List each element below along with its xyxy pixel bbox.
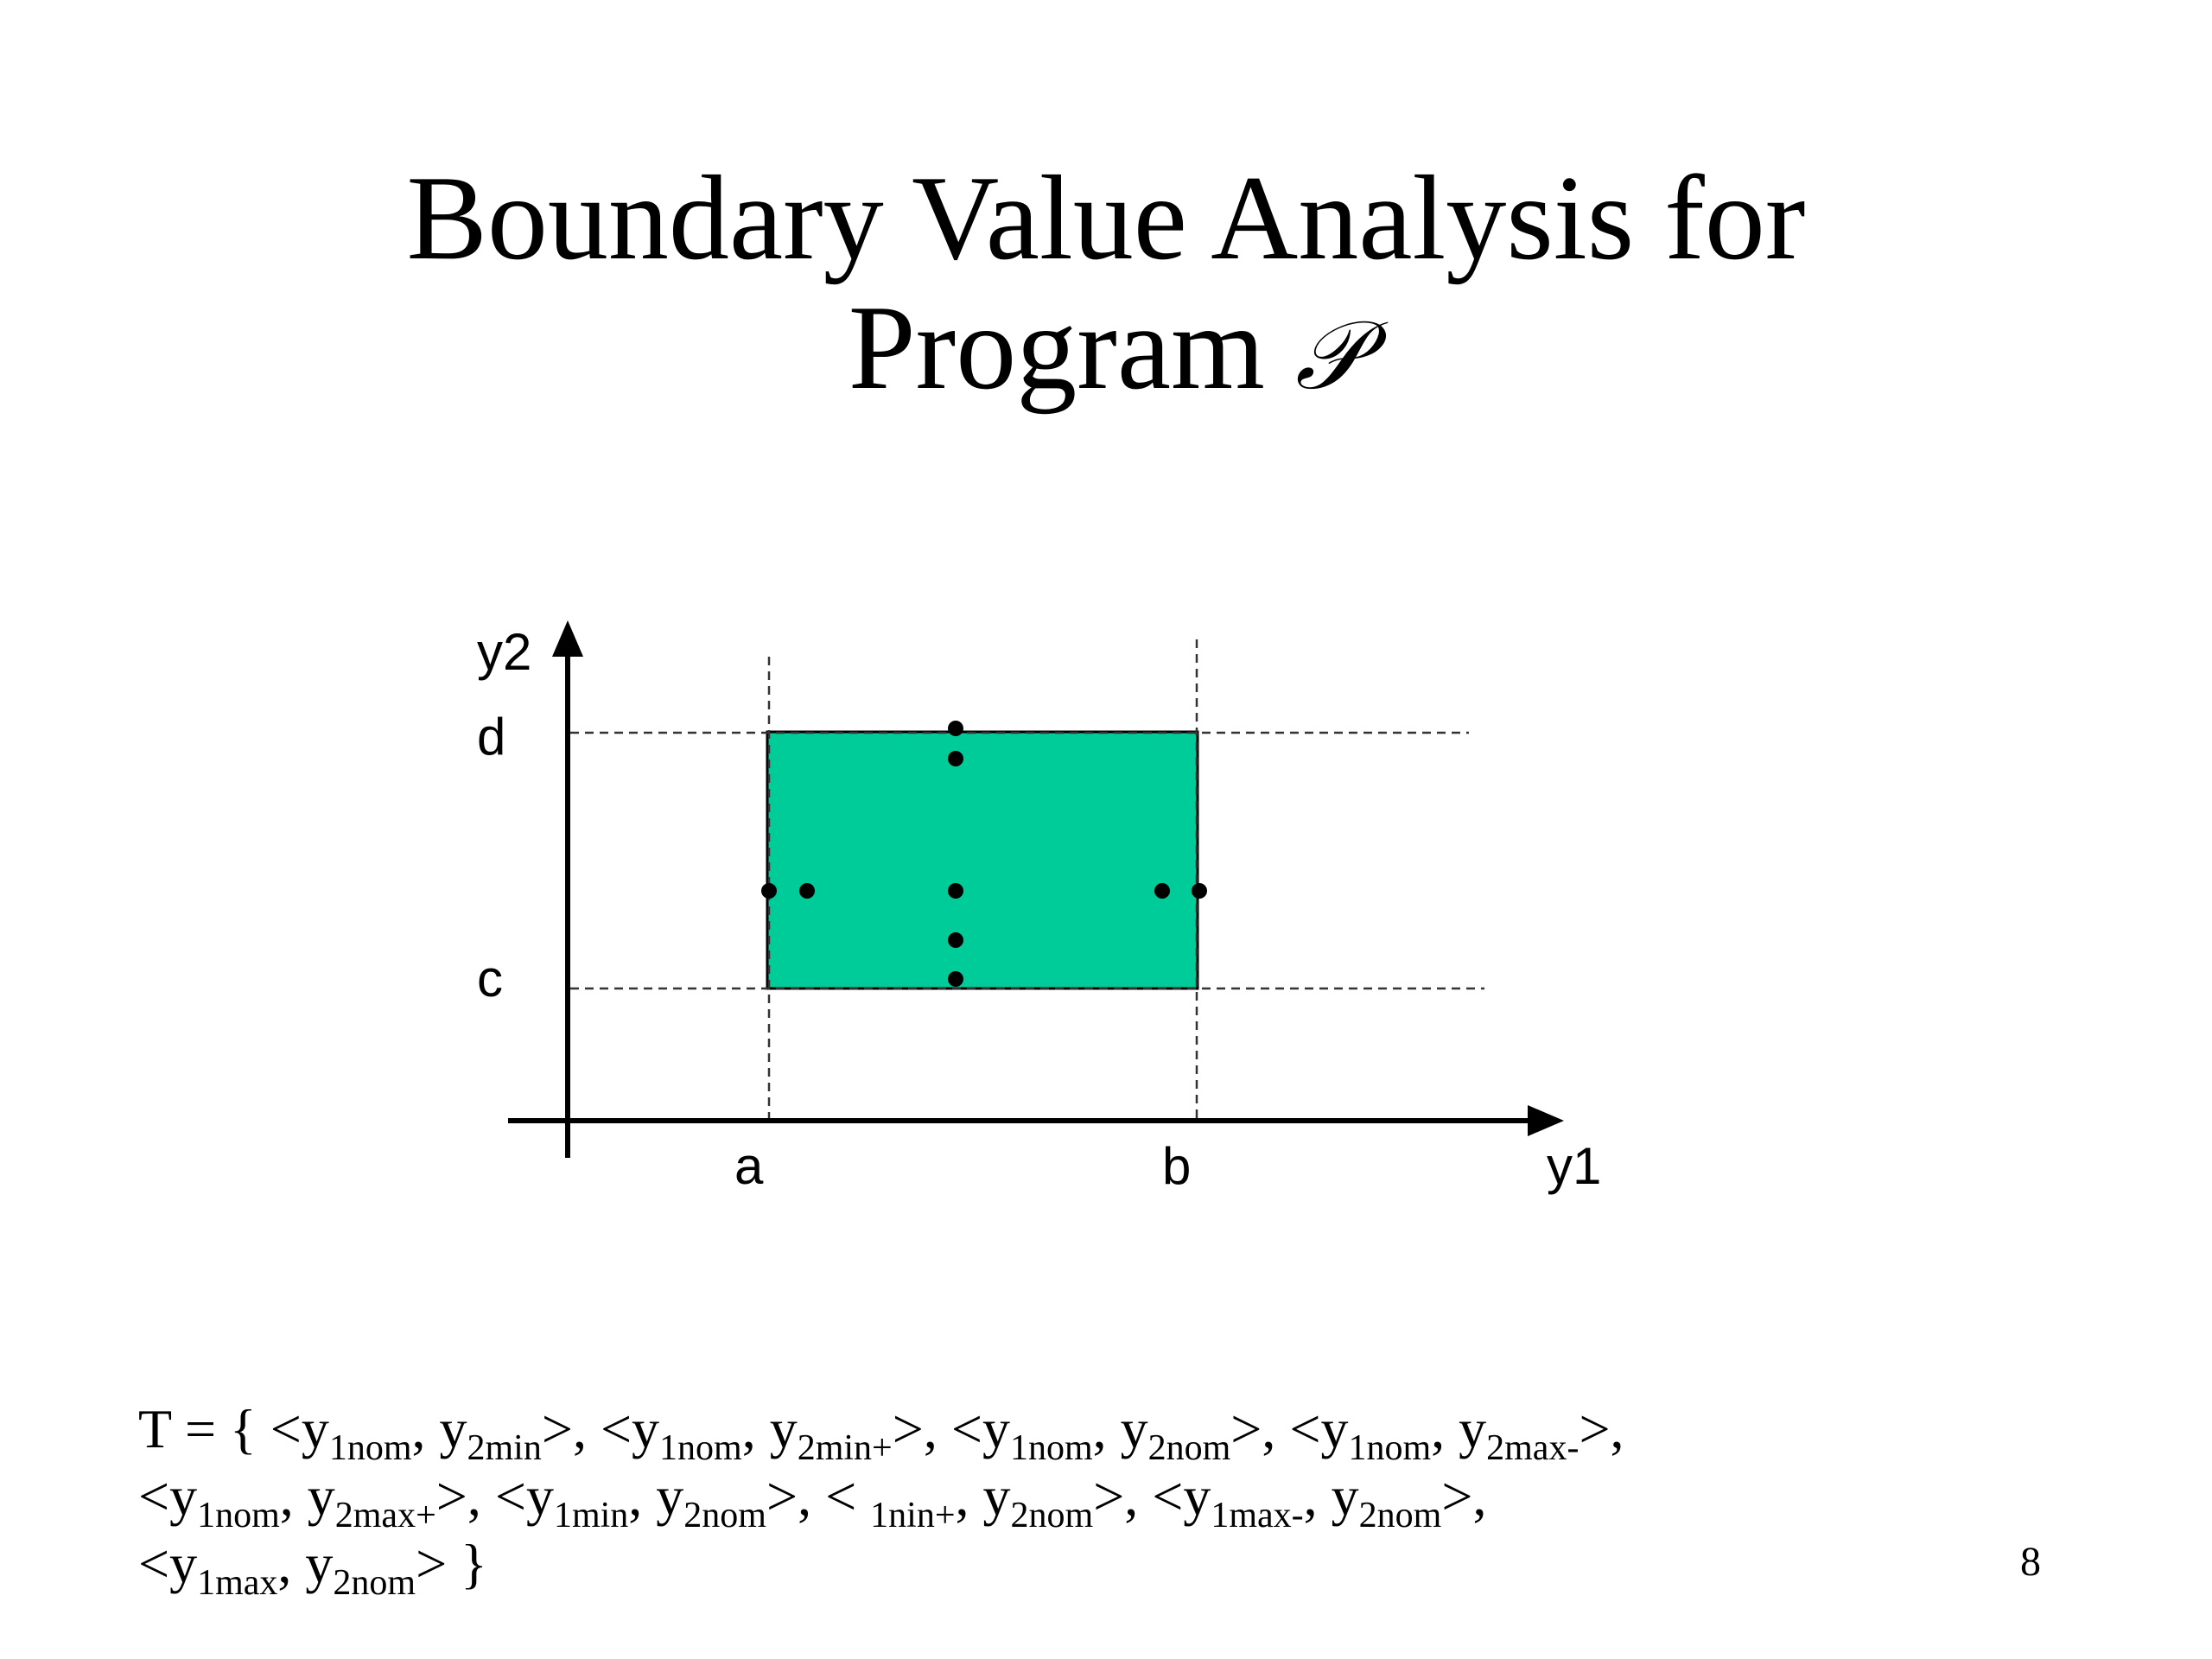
formula-tuple bbox=[825, 1465, 1153, 1535]
tuple-close: >, bbox=[1579, 1398, 1624, 1459]
test-set-formula bbox=[138, 1395, 1780, 1603]
tuple-sub: 2nom bbox=[1358, 1496, 1442, 1535]
tuple-sub: 2min bbox=[467, 1428, 542, 1468]
tuple-sub: 1max bbox=[197, 1563, 278, 1603]
tuple-var: y bbox=[525, 1465, 554, 1527]
tuple-sub: 1nom bbox=[328, 1428, 412, 1468]
formula-tuple bbox=[494, 1465, 826, 1535]
formula-suffix: } bbox=[461, 1533, 487, 1594]
tuple-open: < bbox=[270, 1398, 302, 1459]
tuple-open: < bbox=[825, 1465, 871, 1527]
formula-tuple bbox=[600, 1398, 951, 1468]
tuple-sub: 2nom bbox=[1010, 1496, 1094, 1535]
tuple-sep: , bbox=[1092, 1398, 1121, 1459]
tuple-var: y bbox=[169, 1465, 198, 1527]
tuple-close: >, bbox=[892, 1398, 951, 1459]
tuple-sub: 1max- bbox=[1211, 1496, 1304, 1535]
formula-tuple bbox=[270, 1398, 601, 1468]
tuple-var: y bbox=[982, 1465, 1011, 1527]
y1-axis-label: y1 bbox=[1547, 1137, 1602, 1195]
tuple-sub: 2nom bbox=[1147, 1428, 1231, 1468]
tuple-sub: 1nom bbox=[659, 1428, 742, 1468]
test-point bbox=[948, 932, 963, 948]
tuple-sep: , bbox=[955, 1465, 983, 1527]
tuple-var: y bbox=[1183, 1465, 1211, 1527]
tuple-close: >, bbox=[1230, 1398, 1290, 1459]
tuple-sep: , bbox=[741, 1398, 770, 1459]
tuple-close: >, bbox=[1441, 1465, 1487, 1527]
tuple-var: y bbox=[307, 1465, 335, 1527]
tuple-sub: 2max- bbox=[1486, 1428, 1580, 1468]
title-line-2: Program bbox=[848, 281, 1265, 415]
tuple-close: >, bbox=[541, 1398, 601, 1459]
test-point bbox=[761, 883, 777, 899]
tuple-sub: 1nom bbox=[1348, 1428, 1432, 1468]
tick-label-b: b bbox=[1162, 1137, 1192, 1195]
test-point bbox=[1154, 883, 1170, 899]
page-number: 8 bbox=[2020, 1539, 2041, 1585]
tuple-var: y bbox=[982, 1398, 1010, 1459]
tuple-sub: 2nom bbox=[683, 1496, 766, 1535]
test-point bbox=[948, 971, 963, 987]
formula-prefix: T = { bbox=[138, 1398, 270, 1459]
y2-axis-label: y2 bbox=[477, 623, 532, 681]
tuple-open: < bbox=[1289, 1398, 1321, 1459]
y1-axis-arrow bbox=[1528, 1105, 1564, 1136]
tuple-sep: , bbox=[277, 1533, 306, 1594]
tuple-sub: 2min+ bbox=[797, 1428, 893, 1468]
tuple-open: < bbox=[600, 1398, 632, 1459]
tuple-sep: , bbox=[279, 1465, 308, 1527]
formula-tuple bbox=[1289, 1398, 1624, 1468]
tuple-var: y bbox=[305, 1533, 334, 1594]
tuple-sep: , bbox=[628, 1465, 657, 1527]
tuple-sep: , bbox=[411, 1398, 440, 1459]
tick-label-d: d bbox=[477, 708, 506, 766]
tick-label-c: c bbox=[477, 950, 503, 1007]
tuple-open: < bbox=[494, 1465, 526, 1527]
test-point bbox=[1192, 883, 1207, 899]
tuple-close: >, bbox=[766, 1465, 826, 1527]
title-line-1: Boundary Value Analysis for bbox=[406, 151, 1806, 285]
test-point bbox=[948, 883, 963, 899]
tuple-sub: 2max+ bbox=[334, 1496, 436, 1535]
tuple-sub: 1nin+ bbox=[870, 1496, 956, 1535]
formula-tuple bbox=[138, 1465, 495, 1535]
test-point bbox=[948, 721, 963, 736]
tuple-open: < bbox=[1152, 1465, 1184, 1527]
tuple-close: >, bbox=[435, 1465, 495, 1527]
formula-tuples bbox=[138, 1398, 1624, 1603]
tuple-sub: 1nom bbox=[1009, 1428, 1093, 1468]
tuple-close: > bbox=[416, 1533, 461, 1594]
tuple-var: y bbox=[169, 1533, 198, 1594]
tuple-var: y bbox=[1320, 1398, 1349, 1459]
tuple-sub: 2nom bbox=[333, 1563, 416, 1603]
tuple-var: y bbox=[439, 1398, 467, 1459]
tuple-var: y bbox=[1120, 1398, 1148, 1459]
tuple-sep: , bbox=[1303, 1465, 1332, 1527]
tuple-open: < bbox=[138, 1533, 170, 1594]
tuple-var: y bbox=[1459, 1398, 1487, 1459]
tuple-var: y bbox=[656, 1465, 684, 1527]
test-point bbox=[799, 883, 815, 899]
tuple-var: y bbox=[769, 1398, 798, 1459]
valid-input-region bbox=[767, 732, 1198, 988]
tuple-var: y bbox=[301, 1398, 329, 1459]
tick-label-a: a bbox=[734, 1137, 764, 1195]
test-point bbox=[948, 751, 963, 766]
tuple-open: < bbox=[138, 1465, 170, 1527]
formula-tuple bbox=[950, 1398, 1290, 1468]
tuple-sub: 1min bbox=[553, 1496, 629, 1535]
tuple-sub: 1nom bbox=[197, 1496, 280, 1535]
tuple-var: y bbox=[632, 1398, 660, 1459]
formula-tuple bbox=[138, 1533, 461, 1603]
program-symbol: 𝒫 bbox=[1294, 303, 1364, 409]
tuple-var: y bbox=[1331, 1465, 1359, 1527]
tuple-open: < bbox=[950, 1398, 982, 1459]
y2-axis-arrow bbox=[552, 620, 583, 657]
tuple-close: >, bbox=[1093, 1465, 1153, 1527]
formula-tuple bbox=[1152, 1465, 1487, 1535]
tuple-sep: , bbox=[1431, 1398, 1459, 1459]
